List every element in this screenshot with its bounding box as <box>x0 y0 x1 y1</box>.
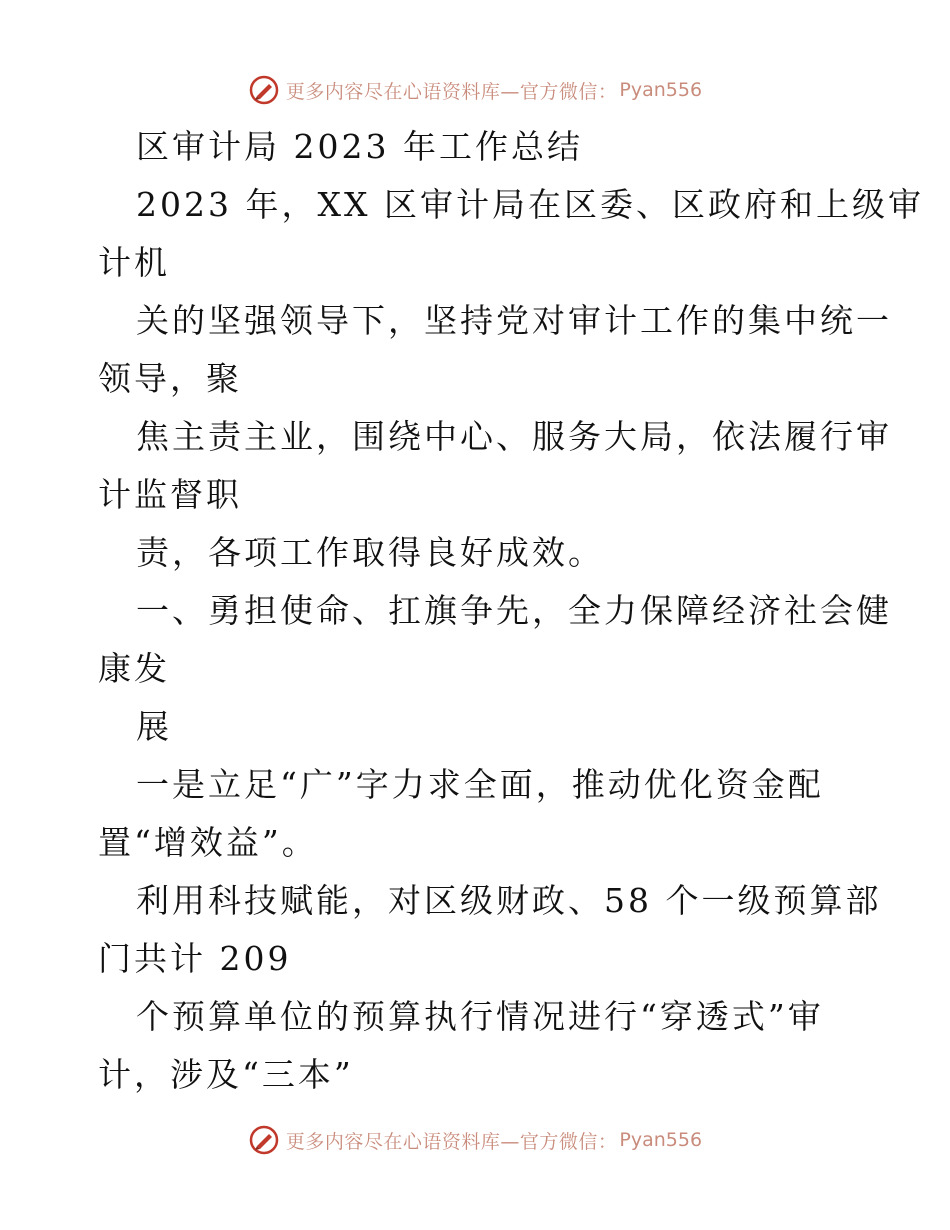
doc-line: 计，涉及“三本” <box>98 1055 354 1094</box>
doc-title-line: 区审计局 2023 年工作总结 <box>136 127 583 166</box>
footer-banner-account: Pyan556 <box>619 1129 703 1151</box>
doc-line: 计机 <box>98 243 170 282</box>
header-banner-account: Pyan556 <box>619 79 703 101</box>
header-banner-text: 更多内容尽在心语资料库—官方微信： <box>285 80 618 103</box>
doc-line: 置“增效益”。 <box>98 823 318 862</box>
doc-line: 一是立足“广”字力求全面，推动优化资金配 <box>136 765 824 804</box>
document-body <box>98 118 924 1104</box>
doc-line: 责，各项工作取得良好成效。 <box>136 533 604 572</box>
footer-banner-text: 更多内容尽在心语资料库—官方微信： <box>285 1130 618 1153</box>
doc-line: 展 <box>136 707 172 746</box>
doc-line: 利用科技赋能，对区级财政、58 个一级预算部 <box>136 881 882 920</box>
doc-line: 焦主责主业，围绕中心、服务大局，依法履行审 <box>136 417 892 456</box>
doc-line: 康发 <box>98 649 170 688</box>
footer-watermark-banner <box>0 1120 950 1160</box>
doc-line: 领导，聚 <box>98 359 242 398</box>
doc-section-heading-line: 一、勇担使命、扛旗争先，全力保障经济社会健 <box>136 591 892 630</box>
brand-logo-icon <box>248 1124 280 1156</box>
doc-line: 门共计 209 <box>98 939 292 978</box>
doc-line: 个预算单位的预算执行情况进行“穿透式”审 <box>136 997 824 1036</box>
doc-line: 计监督职 <box>98 475 242 514</box>
doc-line: 关的坚强领导下，坚持党对审计工作的集中统一 <box>136 301 892 340</box>
doc-line: 2023 年，XX 区审计局在区委、区政府和上级审 <box>136 185 924 224</box>
header-watermark-banner <box>0 70 950 110</box>
brand-logo-icon <box>248 74 280 106</box>
